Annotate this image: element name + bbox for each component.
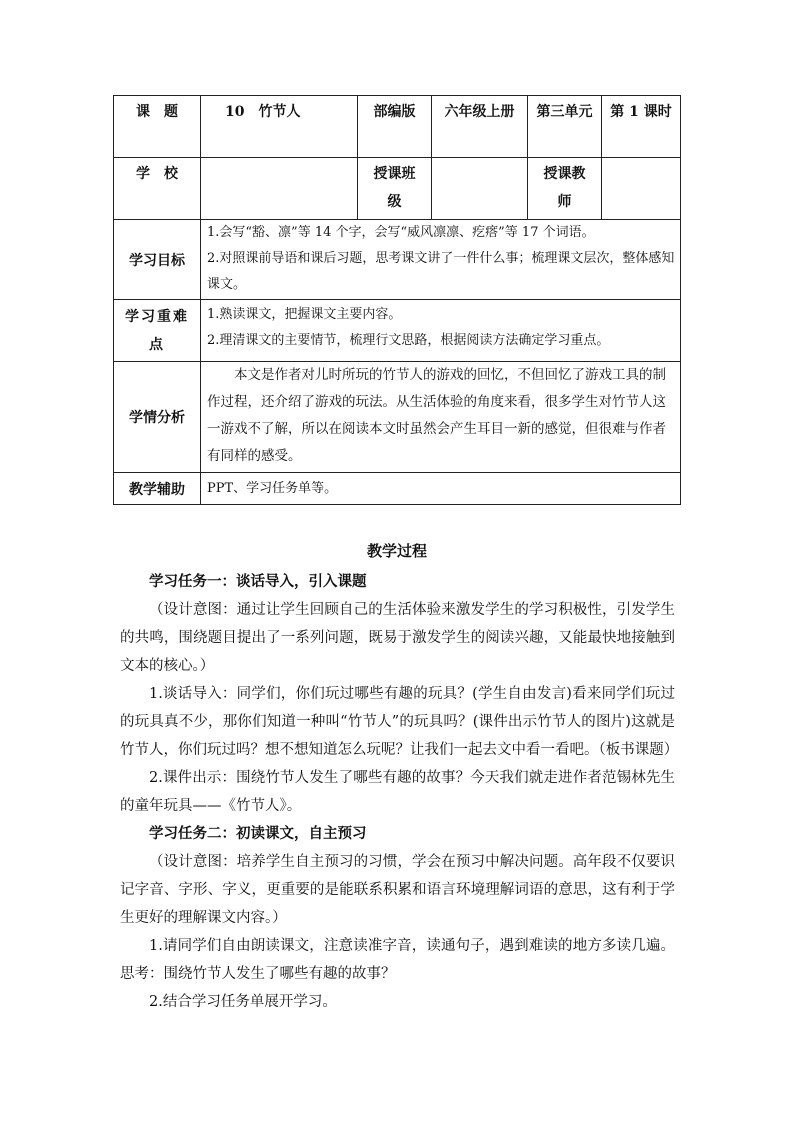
unit-cell: 第三单元 — [528, 96, 602, 158]
task1-intent: （设计意图：通过让学生回顾自己的生活体验来激发学生的学习积极性，引发学生的共鸣，围绕题目提出了一系列问题，既易于激发学生的阅读兴趣，又能最快地接触到文本的核心。） — [120, 602, 675, 674]
lesson-title: 10 竹节人 — [201, 96, 358, 158]
task1-step2: 2.课件出示：围绕竹节人发生了哪些有趣的故事？今天我们就走进作者范锡林先生的童年玩具——《竹节人》。 — [120, 770, 675, 814]
task1-title: 学习任务一：谈话导入，引入课题 — [149, 573, 367, 590]
period-cell: 第 1 课时 — [602, 96, 681, 158]
edition-cell: 部编版 — [358, 96, 432, 158]
task2-title: 学习任务二：初读课文，自主预习 — [149, 825, 367, 842]
task2-step1: 1.请同学们自由朗读课文，注意读准字音，读通句子，遇到难读的地方多读几遍。思考：围绕竹节人发生了哪些有趣的故事？ — [120, 938, 675, 982]
grade-cell: 六年级上册 — [432, 96, 528, 158]
process-heading: 教学过程 — [366, 542, 427, 560]
key-point-item-2: 2.理清课文的主要情节，梳理行文思路，根据阅读方法确定学习重点。 — [207, 333, 610, 348]
class-label: 授课班级 — [358, 158, 432, 220]
table-row-aids — [114, 473, 681, 505]
key-point-item-1: 1.熟读课文，把握课文主要内容。 — [207, 307, 402, 322]
table-row-analysis — [114, 362, 681, 473]
goal-item-1: 1.会写“豁、凛”等 14 个字，会写“威风凛凛、疙瘩”等 17 个词语。 — [207, 225, 595, 240]
class-value — [432, 158, 528, 220]
table-row-key-points — [114, 300, 681, 362]
teacher-label: 授课教师 — [528, 158, 602, 220]
table-row-topic — [114, 96, 681, 158]
table-row-goals — [114, 220, 681, 300]
analysis-label: 学情分析 — [114, 362, 201, 473]
task2-intent: （设计意图：培养学生自主预习的习惯，学会在预习中解决问题。高年段不仅要识记字音、字形、字义，更重要的是能联系积累和语言环境理解词语的意思，这有利于学生更好的理解课文内容。） — [120, 854, 675, 926]
task1-step1: 1.谈话导入：同学们，你们玩过哪些有趣的玩具？(学生自由发言)看来同学们玩过的玩具真不少，那你们知道一种叫“竹节人”的玩具吗？(课件出示竹节人的图片)这就是竹节人，你们玩过吗？想不想知道怎么玩呢？让我们一起去文中看一看吧。（板书课题） — [120, 686, 679, 758]
goals-label: 学习目标 — [114, 220, 201, 300]
goals-content — [201, 220, 681, 300]
aids-label: 教学辅助 — [114, 473, 201, 505]
key-points-content — [201, 300, 681, 362]
key-points-label: 学习重难点 — [114, 300, 201, 362]
analysis-content — [201, 362, 681, 473]
teacher-value — [602, 158, 681, 220]
school-value — [201, 158, 358, 220]
analysis-text: 本文是作者对儿时所玩的竹节人的游戏的回忆，不但回忆了游戏工具的制作过程，还介绍了游戏的玩法。从生活体验的角度来看，很多学生对竹节人这一游戏不了解，所以在阅读本文时虽然会产生耳目一新的感觉，但很难与作者有同样的感受。 — [207, 367, 666, 464]
table-row-school — [114, 158, 681, 220]
task2-step2: 2.结合学习任务单展开学习。 — [149, 994, 337, 1010]
process-body — [120, 568, 679, 1016]
topic-label: 课 题 — [114, 96, 201, 158]
school-label: 学 校 — [114, 158, 201, 220]
goal-item-2: 2.对照课前导语和课后习题，思考课文讲了一件什么事；梳理课文层次，整体感知课文。 — [207, 251, 675, 292]
lesson-plan-table — [113, 95, 681, 505]
aids-text: PPT、学习任务单等。 — [201, 473, 681, 505]
